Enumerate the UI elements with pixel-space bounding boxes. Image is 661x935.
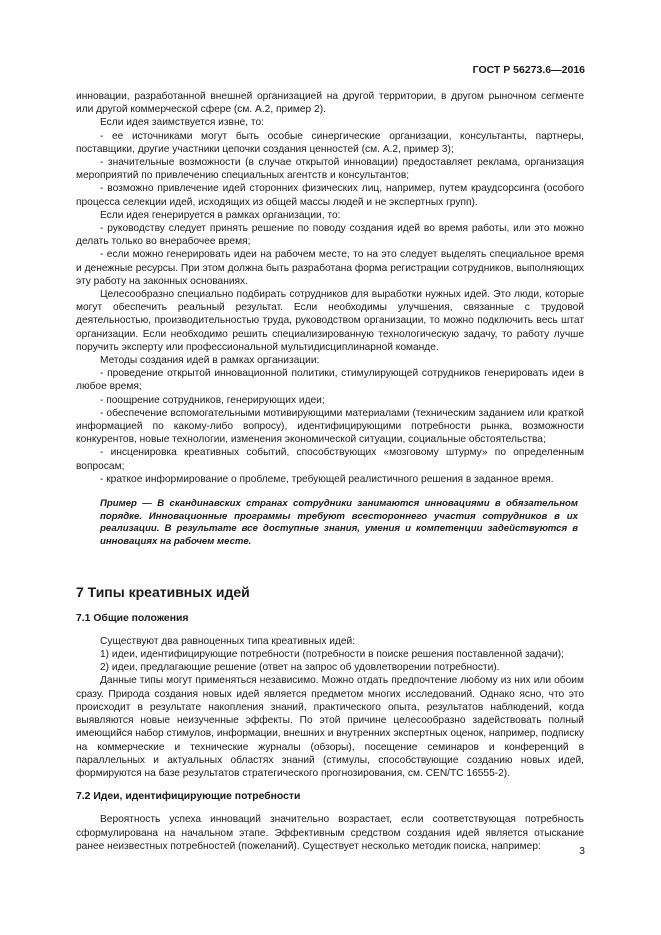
subsection-heading: 7.1 Общие положения: [76, 612, 189, 624]
section-heading: 7 Типы креативных идей: [76, 584, 250, 601]
paragraph: Если идея генерируется в рамках организации, то:: [100, 209, 341, 221]
list-item: - возможно привлечение идей сторонних физических лиц, например, путем краудсорсинга (особого процесса селекции идей, исходящих из общей массы людей и не экспертных групп).: [76, 183, 584, 208]
paragraph: Целесообразно специально подбирать сотрудников для выработки нужных идей. Это люди, которые могут обеспечить реальный результат. Если необходимы улучшения, связанные с трудовой деятельностью, производительностью труда, руководством организации, то можно подключить весь штат организации. Если необходимо решить специализированную технологическую задачу, то работу лучше поручить эксперту или профессиональной мультидисциплинарной команде.: [76, 289, 584, 353]
paragraph: Данные типы могут применяться независимо. Можно отдать предпочтение любому из них или обоим сразу. Природа создания новых идей является предметом многих исследований. Однако ясно, что это происходит в результате накопления знаний, практического опыта, результатов наблюдений, когда выявляются новые неизученные эффекты. По этой причине целесообразно задействовать полный имеющийся набор стимулов, информации, внешних и внутренних экспертных оценок, например, подписку на коммерческие и технические журналы (обзоры), посещение семинаров и конференций в параллельных и актуальных областях знаний (стимулы, способствующие созданию новых идей, формируются на базе результатов стратегического прогнозирования, см. CEN/TC 16555-2).: [76, 675, 584, 779]
list-item: - поощрение сотрудников, генерирующих идеи;: [100, 394, 325, 406]
list-item: - значительные возможности (в случае открытой инновации) предоставляет реклама, организация мероприятий по привлечению специальных агентств и консультантов;: [76, 157, 584, 182]
page-number: 3: [579, 845, 585, 857]
list-item: - ее источниками могут быть особые синергические организации, консультанты, партнеры, поставщики, другие участники цепочки создания ценностей (см. А.2, пример 3);: [76, 130, 584, 155]
list-item: - если можно генерировать идеи на рабочем месте, то на это следует выделять специальное время и денежные ресурсы. При этом должна быть разработана форма регистрации сотрудников, выполняющих эту работу на законных основаниях.: [76, 249, 584, 287]
list-item: - инсценировка креативных событий, способствующих «мозговому штурму» по определенным вопросам;: [76, 447, 584, 472]
list-item: - краткое информирование о проблеме, требующей реалистичного решения в заданное время.: [100, 473, 554, 485]
list-item: - проведение открытой инновационной политики, стимулирующей сотрудников генерировать идеи в любое время;: [76, 368, 584, 393]
list-item: 1) идеи, идентифицирующие потребности (потребности в поиске решения поставленной задачи);: [100, 649, 564, 661]
list-item: - руководству следует принять решение по поводу создания идей во время работы, или это можно делать только во внерабочее время;: [76, 223, 584, 248]
list-item: 2) идеи, предлагающие решение (ответ на запрос об удовлетворении потребности).: [100, 662, 500, 674]
paragraph: Существуют два равноценных типа креативных идей:: [100, 635, 356, 647]
subsection-heading: 7.2 Идеи, идентифицирующие потребности: [76, 791, 301, 803]
paragraph: Методы создания идей в рамках организации:: [100, 355, 320, 367]
paragraph: Вероятность успеха инноваций значительно возрастает, если соответствующая потребность сформулирована на начальном этапе. Эффективным средством создания идей является отыскание ранее неизвестных потребностей (пожеланий). Существует несколько методик поиска, например:: [76, 814, 584, 852]
paragraph: инновации, разработанной внешней организацией на другой территории, в другом рыночном сегменте или другой коммерческой сфере (см. А.2, пример 2).: [76, 91, 584, 116]
document-id-header: ГОСТ Р 56273.6—2016: [472, 64, 585, 76]
list-item: - обеспечение вспомогательными мотивирующими материалами (техническим заданием или краткой информацией по какому-либо вопросу), идентифицирующими потребности рынка, возможности конкурентов, новые технологии, изменения экономической ситуации, социальные обстоятельства;: [76, 407, 584, 446]
document-body: [76, 90, 584, 853]
example-lead: Пример —: [100, 498, 158, 510]
example-note: [76, 498, 584, 548]
example-text: В скандинавских странах сотрудники занимаются инновациями в обязательном порядке. Инновационные программы требуют всестороннего участия сотрудников в их реализации. В результате все доступные знания, умения и компетенции задействуются в инновациях на рабочем месте.: [100, 498, 578, 547]
paragraph: Если идея заимствуется извне, то:: [100, 117, 264, 129]
